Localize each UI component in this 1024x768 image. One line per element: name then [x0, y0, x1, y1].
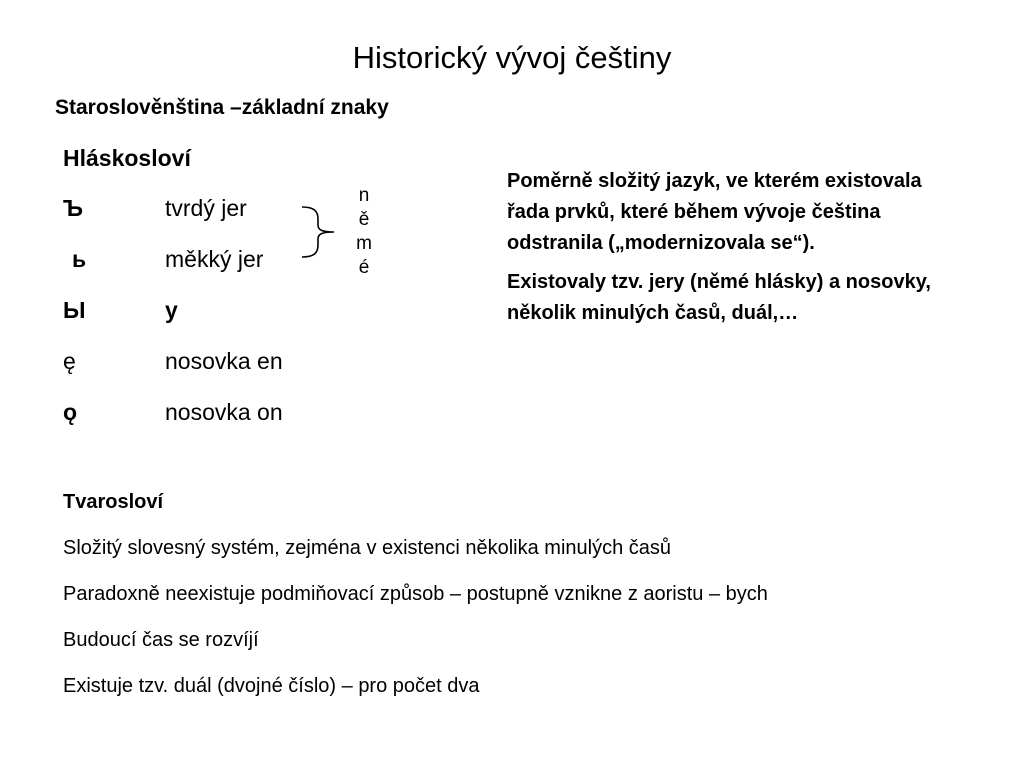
- glyph-hard-jer: Ъ: [63, 195, 84, 221]
- brace-icon: [300, 205, 336, 259]
- description-block: [507, 166, 967, 337]
- morphology-heading: Tvarosloví: [63, 491, 164, 513]
- morphology-item: Složitý slovesný systém, zejména v existenci několika minulých časů: [63, 537, 672, 559]
- glyph-soft-jer: ь: [72, 246, 87, 272]
- morphology-section: [63, 490, 768, 720]
- glyph-yery: Ы: [63, 297, 86, 323]
- description-paragraph: Existovaly tzv. jery (němé hlásky) a nosovky, několik minulých časů, duál,…: [507, 271, 931, 324]
- slide-title: Historický vývoj češtiny: [352, 40, 672, 75]
- vertical-letter: é: [358, 257, 370, 278]
- morphology-item: Existuje tzv. duál (dvojné číslo) – pro počet dva: [63, 675, 480, 697]
- glyph-nasal-en: ę: [63, 348, 76, 374]
- vertical-word-neme: [354, 184, 374, 280]
- vertical-letter: n: [358, 185, 370, 206]
- glyph-description: nosovka en: [165, 348, 283, 374]
- glyph-description: nosovka on: [165, 399, 283, 425]
- morphology-item: Paradoxně neexistuje podmiňovací způsob – postupně vznikne z aoristu – bych: [63, 583, 768, 605]
- vertical-letter: ě: [358, 209, 370, 230]
- glyph-description: y: [165, 297, 178, 323]
- morphology-item: Budoucí čas se rozvíjí: [63, 629, 259, 651]
- glyph-nasal-on: ǫ: [63, 399, 78, 425]
- description-paragraph: Poměrně složitý jazyk, ve kterém existovala řada prvků, které během vývoje čeština odstranila („modernizovala se“).: [507, 170, 922, 254]
- slide-subtitle: Staroslověnština –základní znaky: [55, 96, 389, 119]
- vertical-letter: m: [356, 233, 372, 254]
- glyph-description: tvrdý jer: [165, 195, 247, 221]
- phonology-heading: Hláskosloví: [63, 145, 191, 171]
- glyph-description: měkký jer: [165, 246, 264, 272]
